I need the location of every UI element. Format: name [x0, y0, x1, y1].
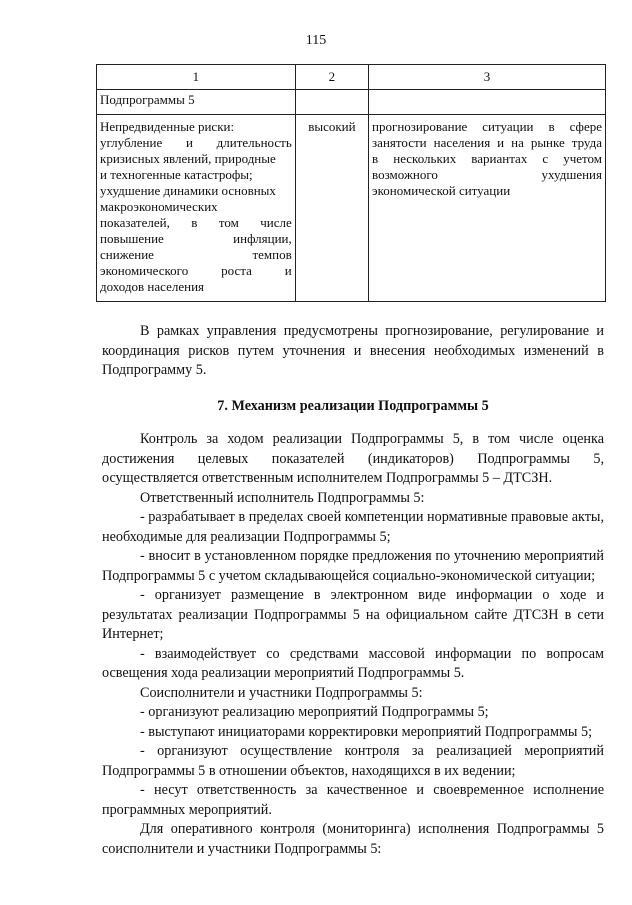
- table-header-row: [97, 65, 606, 90]
- measure-line: занятости населения и на рынке труда: [372, 135, 602, 150]
- risk-line: Непредвиденные риски:: [100, 119, 235, 134]
- list-item: - несут ответственность за качественное и своевременное исполнение программных мероприятий.: [102, 782, 604, 818]
- risk-line: экономического роста и: [100, 263, 292, 278]
- table-header-cell: 2: [295, 65, 368, 90]
- risk-line: показателей, в том числе: [100, 215, 292, 230]
- table-empty-cell: [369, 90, 606, 115]
- paragraph: Ответственный исполнитель Подпрограммы 5:: [140, 489, 425, 506]
- list-item: - взаимодействует со средствами массовой информации по вопросам освещения хода реализации мероприятий Подпрограммы 5.: [102, 645, 604, 681]
- risk-table: [96, 64, 606, 302]
- table-subheader-row: [97, 90, 606, 115]
- section-heading: 7. Механизм реализации Подпрограммы 5: [217, 397, 489, 414]
- risk-line: ухудшение динамики основных: [100, 183, 276, 198]
- risk-line: макроэкономических: [100, 199, 218, 214]
- measure-line: возможного ухудшения: [372, 167, 602, 182]
- intro-paragraph: В рамках управления предусмотрены прогнозирование, регулирование и координация рисков путем уточнения и внесения необходимых изменений в Подпрограмму 5.: [102, 323, 604, 378]
- risk-measures-cell: [369, 115, 606, 302]
- paragraph: Контроль за ходом реализации Подпрограммы 5, в том числе оценка достижения целевых показателей (индикаторов) Подпрограммы 5, осуществляется ответственным исполнителем Подпрограммы 5 – ДТСЗН.: [102, 431, 604, 486]
- table-subheader-cell: Подпрограммы 5: [97, 90, 296, 115]
- page-number: 115: [305, 33, 327, 48]
- paragraph: Для оперативного контроля (мониторинга) исполнения Подпрограммы 5 соисполнители и участники Подпрограммы 5:: [102, 821, 604, 857]
- risk-line: доходов населения: [100, 279, 204, 294]
- table-header-cell: 1: [97, 65, 296, 90]
- list-item: - организуют реализацию мероприятий Подпрограммы 5;: [140, 704, 489, 720]
- list-item: - вносит в установленном порядке предложения по уточнению мероприятий Подпрограммы 5 с учетом складывающейся социально-экономической ситуации;: [102, 548, 604, 584]
- list-item: - организует размещение в электронном виде информации о ходе и результатах реализации Подпрограммы 5 на официальном сайте ДТСЗН в сети Интернет;: [102, 587, 604, 642]
- risk-level-cell: высокий: [295, 115, 368, 302]
- list-item: - организуют осуществление контроля за реализацией мероприятий Подпрограммы 5 в отношении объектов, находящихся в их ведении;: [102, 743, 604, 779]
- risk-line: и техногенные катастрофы;: [100, 167, 253, 182]
- table-empty-cell: [295, 90, 368, 115]
- risk-line: снижение темпов: [100, 247, 292, 262]
- risk-description-cell: [97, 115, 296, 302]
- risk-line: углубление и длительность: [100, 135, 292, 150]
- table-header-cell: 3: [369, 65, 606, 90]
- document-body: [102, 322, 604, 859]
- paragraph: Соисполнители и участники Подпрограммы 5:: [140, 684, 423, 701]
- risk-line: кризисных явлений, природные: [100, 151, 276, 166]
- table-row: [97, 115, 606, 302]
- measure-line: в нескольких вариантах с учетом: [372, 151, 602, 166]
- list-item: - разрабатывает в пределах своей компетенции нормативные правовые акты, необходимые для реализации Подпрограммы 5;: [102, 509, 604, 545]
- list-item: - выступают инициаторами корректировки мероприятий Подпрограммы 5;: [140, 723, 593, 740]
- risk-line: повышение инфляции,: [100, 231, 292, 246]
- measure-line: экономической ситуации: [372, 183, 511, 198]
- measure-line: прогнозирование ситуации в сфере: [372, 119, 602, 134]
